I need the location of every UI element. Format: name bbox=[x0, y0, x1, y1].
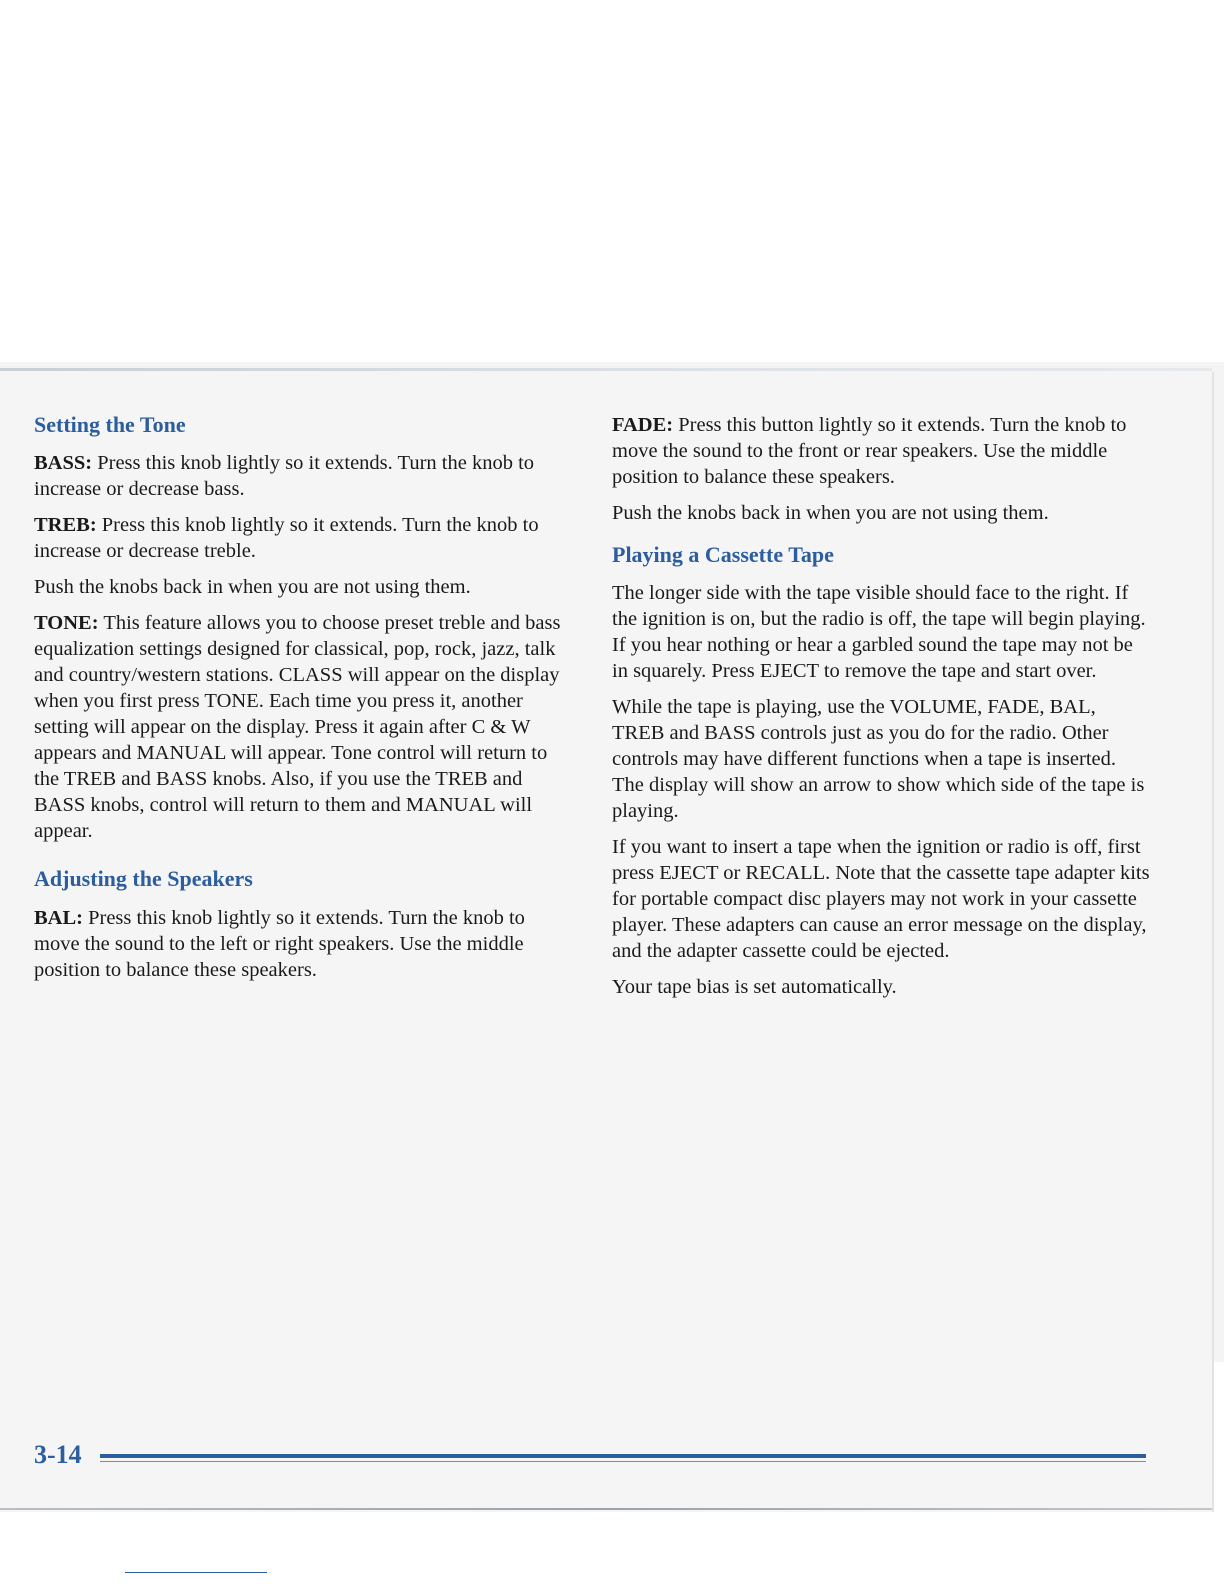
tone-text: This feature allows you to choose preset treble and bass equalization settings designed for classical, pop, rock, jazz, talk and country/western stations. CLASS will appear on the display when you first press TONE. Each time you press it, another setting will appear on the display. Press it again after C & W appears and MANUAL will appear. Tone control will return to the TREB and BASS knobs. Also, if you use the TREB and BASS knobs, control will return to them and MANUAL will appear. bbox=[34, 612, 561, 843]
right-column bbox=[612, 412, 1152, 1010]
cassette-paragraph-3: If you want to insert a tape when the ignition or radio is off, first press EJECT or RECALL. Note that the cassette tape adapter kits for portable compact disc players may not work in your cassette player. These adapters can cause an error message on the display, and the adapter cassette could be ejected. bbox=[612, 836, 1150, 963]
treb-text: Press this knob lightly so it extends. Turn the knob to increase or decrease treble. bbox=[34, 514, 539, 563]
bal-paragraph bbox=[34, 905, 574, 983]
heading-playing-cassette: Playing a Cassette Tape bbox=[612, 542, 834, 567]
treb-label: TREB: bbox=[34, 514, 97, 537]
fade-text: Press this button lightly so it extends. Turn the knob to move the sound to the front or rear speakers. Use the middle position to balance these speakers. bbox=[612, 414, 1127, 488]
cassette-paragraph-2: While the tape is playing, use the VOLUME, FADE, BAL, TREB and BASS controls just as you do for the radio. Other controls may have different functions when a tape is inserted. The display will show an arrow to show which side of the tape is playing. bbox=[612, 696, 1145, 823]
heading-adjusting-speakers: Adjusting the Speakers bbox=[34, 866, 253, 892]
cassette-paragraph-1: The longer side with the tape visible should face to the right. If the ignition is on, but the radio is off, the tape will begin playing. If you hear nothing or hear a garbled sound the tape may not be in squarely. Press EJECT to remove the tape and start over. bbox=[612, 582, 1146, 683]
heading-setting-the-tone: Setting the Tone bbox=[34, 412, 186, 437]
cassette-paragraph-4: Your tape bias is set automatically. bbox=[612, 976, 897, 999]
push-back-paragraph: Push the knobs back in when you are not using them. bbox=[34, 576, 471, 599]
bal-label: BAL: bbox=[34, 906, 83, 929]
bottom-rule bbox=[0, 1508, 1212, 1510]
fade-paragraph bbox=[612, 412, 1152, 490]
fade-label: FADE: bbox=[612, 414, 674, 436]
bass-paragraph bbox=[34, 450, 574, 502]
bass-label: BASS: bbox=[34, 452, 93, 475]
tone-label: TONE: bbox=[34, 612, 99, 635]
footer-rule-thin bbox=[100, 1461, 1146, 1462]
treb-paragraph bbox=[34, 512, 574, 564]
push-back-paragraph-right: Push the knobs back in when you are not using them. bbox=[612, 502, 1049, 524]
left-column bbox=[34, 412, 574, 993]
footer-rule bbox=[100, 1454, 1146, 1458]
page-number: 3-14 bbox=[34, 1440, 82, 1469]
top-rule bbox=[0, 368, 1212, 371]
tone-paragraph bbox=[34, 610, 574, 844]
stray-line bbox=[125, 1572, 267, 1573]
bal-text: Press this knob lightly so it extends. Turn the knob to move the sound to the left or right speakers. Use the middle position to balance these speakers. bbox=[34, 906, 525, 981]
bass-text: Press this knob lightly so it extends. Turn the knob to increase or decrease bass. bbox=[34, 452, 535, 501]
